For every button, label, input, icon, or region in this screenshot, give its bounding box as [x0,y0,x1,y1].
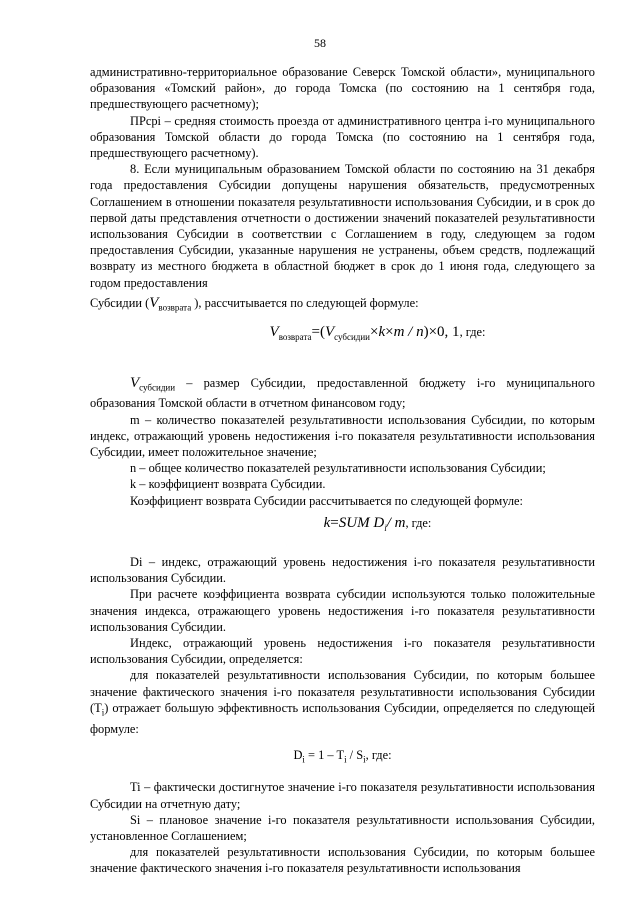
definition-k: k – коэффициент возврата Субсидии. [130,477,326,492]
paragraph-positive-values: При расчете коэффициента возврата субсидии используются только положительные значения индекса, отражающего уровень недостижения i-го показателя результативности использования Субсидии. [90,587,595,634]
definition-si: Si – плановое значение i-го показателя результативности использования Субсидии, установленное Соглашением; [90,812,595,843]
definition-v-subsidii: $V_{субсидии}$ – размер Субсидии, предоставленной бюджету i-го муниципального образования Томской области в отчетном финансовом году; [90,374,595,411]
k-formula-intro: Коэффициент возврата Субсидии рассчитывается по следующей формуле: [130,493,524,508]
formula-di: $D_i = 1 - T_i / S_i$, где: [293,747,392,765]
definition-di: Di – индекс, отражающий уровень недостижения i-го показателя результативности использования Субсидии. [90,555,595,586]
formula-v-vozvrata: $V_{возврата}=(V_{субсидии}\times k\times m / n)\times 0$, 1, где: [269,323,486,342]
paragraph-greater-value: для показателей результативности использования Субсидии, по которым большее значение фактического значения i-го показателя результативности использования Субсидии $(T_i)$ отражает большую эффективность использования Субсидии, определяется по следующей формуле: [90,668,595,736]
document-body [90,64,595,877]
page-number: 58 [314,36,326,50]
definition-ti: Ti – фактически достигнутое значение i-го показателя результативности использования Субсидии на отчетную дату; [90,780,595,811]
paragraph-prsr: ПРсрi – средняя стоимость проезда от административного центра i-го муниципального образования Томской области до города Томска (по состоянию на 1 сентября года, предшествующего расчетному). [90,113,595,161]
paragraph-last: для показателей результативности использования Субсидии, по которым большее значение фактического значения i-го показателя результативности использования [90,845,595,876]
definition-n: n – общее количество показателей результативности использования Субсидии; [130,461,546,476]
paragraph-index: Индекс, отражающий уровень недостижения i-го показателя результативности использования Субсидии, определяется: [90,636,595,667]
paragraph-clause-8-end: Субсидии ($V_{возврата}$ ), рассчитывается по следующей формуле: [90,294,419,313]
definition-m: m – количество показателей результативности использования Субсидии, по которым индекс, отражающий уровень недостижения i-го показателя результативности использования Субсидии, имеет положительное значение; [90,412,595,459]
paragraph-clause-8: 8. Если муниципальным образованием Томской области по состоянию на 31 декабря года предоставления Субсидии допущены нарушения обязательств, предусмотренных Соглашением в отношении показателя результативности использования Субсидии, и в срок до первой даты представления отчетности о достижении значений показателей результативности использования Субсидии в соответствии с Соглашением в году, следующем за годом предоставления Субсидии, указанные нарушения не устранены, объем средств, подлежащий возврату из местного бюджета в областной бюджет в срок до 1 июня года, следующего за годом предоставления [90,162,595,290]
formula-k: k=SUM $D_i/$ m, где: [323,514,432,533]
paragraph-ato: административно-территориальное образование Северск Томской области», муниципального образования «Томский район», до города Томска (по состоянию на 1 сентября года, предшествующего расчетному); [90,65,595,112]
